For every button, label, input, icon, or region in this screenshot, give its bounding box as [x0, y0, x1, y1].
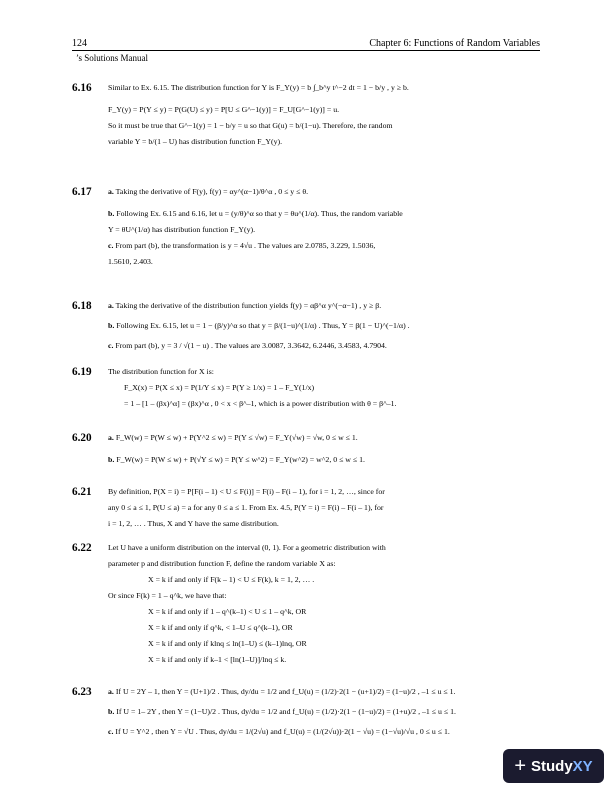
chapter-title: Chapter 6: Functions of Random Variables [369, 38, 540, 49]
problem-number: 6.22 [72, 542, 92, 554]
problem-number: 6.20 [72, 432, 92, 444]
logo-xy-text: XY [572, 757, 593, 775]
problem-6-16 [72, 80, 542, 150]
header-rule [72, 50, 540, 51]
part-c: c. From part (b), y = 3 / √(1 − u) . The values are 3.0087, 3.3642, 6.2446, 3.4583, 4.7904. [108, 341, 387, 350]
problem-6-22 [72, 540, 542, 668]
problem-line: X = k if and only if klnq ≤ ln(1–U) ≤ (k–1)lnq, OR [148, 639, 307, 648]
problem-line: 1.5610, 2.403. [108, 257, 153, 266]
problem-number: 6.21 [72, 486, 92, 498]
part-a: a. Taking the derivative of F(y), f(y) = αy^(α−1)/θ^α , 0 ≤ y ≤ θ. [108, 187, 309, 196]
part-b: b. Following Ex. 6.15 and 6.16, let u = (y/θ)^α so that y = θu^(1/α). Thus, the random variable [108, 209, 403, 218]
problem-line: any 0 ≤ a ≤ 1, P(U ≤ a) = a for any 0 ≤ a ≤ 1. From Ex. 4.5, P(Y = i) = F(i) – F(i – 1), for [108, 503, 384, 512]
problem-line: The distribution function for X is: [108, 367, 214, 376]
problem-line: i = 1, 2, … . Thus, X and Y have the same distribution. [108, 519, 279, 528]
problem-number: 6.17 [72, 186, 92, 198]
problem-line: By definition, P(X = i) = P[F(i – 1) < U ≤ F(i)] = F(i) – F(i – 1), for i = 1, 2, …, since for [108, 487, 385, 496]
problem-6-21 [72, 484, 542, 532]
problem-number: 6.18 [72, 300, 92, 312]
problem-line: variable Y = b/(1 – U) has distribution function F_Y(y). [108, 137, 283, 146]
problem-6-20 [72, 430, 542, 468]
problem-line: Y = θU^(1/α) has distribution function F_Y(y). [108, 225, 256, 234]
problem-line: So it must be true that G^−1(y) = 1 − b/y = u so that G(u) = b/(1−u). Therefore, the random [108, 121, 393, 130]
problem-line: Let U have a uniform distribution on the interval (0, 1). For a geometric distribution with [108, 543, 386, 552]
problem-6-23 [72, 684, 542, 740]
manual-subheader: ’s Solutions Manual [76, 53, 149, 63]
page-number: 124 [72, 38, 87, 49]
problem-number: 6.19 [72, 366, 92, 378]
problem-line: = 1 – [1 – (βx)^α] = (βx)^α , 0 < x < β^–1, which is a power distribution with θ = β^–1. [124, 399, 397, 408]
problem-line: X = k if and only if q^k, < 1–U ≤ q^(k–1), OR [148, 623, 293, 632]
plus-icon: + [514, 754, 526, 777]
problem-number: 6.16 [72, 82, 92, 94]
problem-line: X = k if and only if k–1 < [ln(1–U)]/lnq ≤ k. [148, 655, 287, 664]
part-a: a. Taking the derivative of the distribution function yields f(y) = αβ^α y^(−α−1) , y ≥ β. [108, 301, 382, 310]
part-b: b. Following Ex. 6.15, let u = 1 − (β/y)^α so that y = β/(1−u)^(1/α) . Thus, Y = β(1 − U)^(−1/α) . [108, 321, 410, 330]
part-a: a. F_W(w) = P(W ≤ w) + P(Y^2 ≤ w) = P(Y ≤ √w) = F_Y(√w) = √w, 0 ≤ w ≤ 1. [108, 433, 358, 442]
part-c: c. From part (b), the transformation is y = 4√u . The values are 2.0785, 3.229, 1.5036, [108, 241, 376, 250]
studyxy-logo[interactable] [503, 749, 604, 783]
problem-line: X = k if and only if 1 – q^(k–1) < U ≤ 1 – q^k, OR [148, 607, 307, 616]
problem-line: F_Y(y) = P(Y ≤ y) = P(G(U) ≤ y) = P[U ≤ G^−1(y)] = F_U[G^−1(y)] = u. [108, 105, 340, 114]
problem-6-18 [72, 298, 542, 354]
problem-line: parameter p and distribution function F, define the random variable X as: [108, 559, 336, 568]
problem-number: 6.23 [72, 686, 92, 698]
part-c: c. If U = Y^2 , then Y = √U . Thus, dy/du = 1/(2√u) and f_U(u) = (1/(2√u))·2(1 − √u) = (1−√u)/√u , 0 ≤ u ≤ 1. [108, 727, 450, 736]
problem-line: X = k if and only if F(k – 1) < U ≤ F(k), k = 1, 2, … . [148, 575, 315, 584]
part-a: a. If U = 2Y – 1, then Y = (U+1)/2 . Thus, dy/du = 1/2 and f_U(u) = (1/2)·2(1 − (u+1)/2) = (1−u)/2 , –1 ≤ u ≤ 1. [108, 687, 456, 696]
logo-study-text: Study [531, 757, 573, 775]
problem-6-17 [72, 184, 542, 270]
part-b: b. If U = 1– 2Y , then Y = (1−U)/2 . Thus, dy/du = 1/2 and f_U(u) = (1/2)·2(1 − (1−u)/2) = (1+u)/2 , –1 ≤ u ≤ 1. [108, 707, 456, 716]
problem-line: Similar to Ex. 6.15. The distribution function for Y is F_Y(y) = b ∫_b^y t^−2 dt = 1 − b/y , y ≥ b. [108, 83, 409, 92]
part-b: b. F_W(w) = P(W ≤ w) + P(√Y ≤ w) = P(Y ≤ w^2) = F_Y(w^2) = w^2, 0 ≤ w ≤ 1. [108, 455, 365, 464]
problem-6-19 [72, 364, 542, 412]
problem-line: Or since F(k) = 1 – q^k, we have that: [108, 591, 227, 600]
problem-line: F_X(x) = P(X ≤ x) = P(1/Y ≤ x) = P(Y ≥ 1/x) = 1 – F_Y(1/x) [124, 383, 315, 392]
page-header [72, 38, 540, 49]
